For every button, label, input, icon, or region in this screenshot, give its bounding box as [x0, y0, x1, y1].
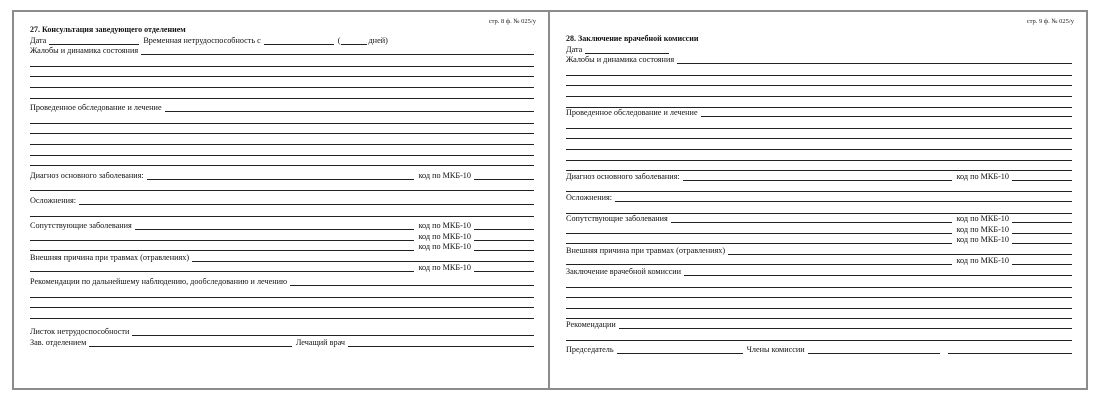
- recommendations-field[interactable]: [619, 320, 1072, 329]
- doctor-signature-field[interactable]: [348, 338, 534, 347]
- icd-label: код по МКБ-10: [956, 214, 1009, 224]
- complaints-line[interactable]: [30, 67, 534, 78]
- comorbid-field[interactable]: [566, 235, 952, 244]
- icd-field[interactable]: [1012, 225, 1072, 234]
- chair-signature-field[interactable]: [617, 345, 743, 354]
- commission-signatures-row: [566, 345, 1072, 356]
- comorbid-row: [30, 242, 534, 253]
- diagnosis-row: [566, 171, 1072, 182]
- member-signature-field[interactable]: [948, 345, 1072, 354]
- icd-label: код по МКБ-10: [956, 171, 1009, 181]
- recommendations-field[interactable]: [290, 277, 534, 286]
- conclusion-label: Заключение врачебной комиссии: [566, 267, 681, 277]
- comorbid-label: Сопутствующие заболевания: [566, 214, 668, 224]
- comorbid-label: Сопутствующие заболевания: [30, 221, 132, 231]
- diagnosis-line[interactable]: [30, 181, 534, 192]
- complaints-line[interactable]: [566, 76, 1072, 87]
- doctor-label: Лечащий врач: [295, 338, 345, 348]
- comorbid-field[interactable]: [566, 225, 952, 234]
- icd-label: код по МКБ-10: [418, 263, 471, 273]
- complaints-field[interactable]: [677, 55, 1072, 64]
- comorbid-field[interactable]: [135, 221, 415, 230]
- comorbid-row: [566, 235, 1072, 246]
- external-cause-label: Внешняя причина при травмах (отравлениях): [566, 245, 726, 255]
- conclusion-row: [566, 266, 1072, 277]
- icd-label: код по МКБ-10: [418, 170, 471, 180]
- complications-row: [30, 195, 534, 206]
- recommendations-label: Рекомендации по дальнейшему наблюдению, дообследованию и лечению: [30, 277, 288, 287]
- complaints-line[interactable]: [566, 97, 1072, 108]
- exam-line[interactable]: [30, 156, 534, 167]
- conclusion-line[interactable]: [566, 277, 1072, 288]
- date-field[interactable]: [585, 45, 669, 54]
- icd-field[interactable]: [474, 263, 534, 272]
- signatures-row: [30, 337, 534, 348]
- comorbid-field[interactable]: [671, 214, 953, 223]
- form-sheet: [12, 10, 1088, 390]
- icd-field[interactable]: [474, 221, 534, 230]
- exam-line[interactable]: [30, 134, 534, 145]
- icd-field[interactable]: [1012, 214, 1072, 223]
- complications-field[interactable]: [79, 196, 534, 205]
- external-cause-field[interactable]: [728, 246, 1072, 255]
- conclusion-line[interactable]: [566, 309, 1072, 320]
- sick-leave-label: Листок нетрудоспособности: [30, 327, 130, 337]
- head-label: Зав. отделением: [30, 338, 87, 348]
- external-cause-field[interactable]: [566, 256, 952, 265]
- complaints-line[interactable]: [566, 86, 1072, 97]
- recommendations-label: Рекомендации: [566, 320, 616, 330]
- icd-label: код по МКБ-10: [956, 235, 1009, 245]
- external-cause-row: [30, 252, 534, 263]
- complaints-label: Жалобы и динамика состояния: [566, 55, 675, 65]
- page-number-left: стр. 8 ф. № 025/у: [488, 18, 536, 25]
- comorbid-field[interactable]: [30, 242, 414, 251]
- complications-label: Осложнения:: [30, 195, 76, 205]
- disability-from-field[interactable]: [264, 36, 334, 45]
- complaints-row: [566, 55, 1072, 66]
- icd-field[interactable]: [1012, 235, 1072, 244]
- external-cause-field[interactable]: [30, 263, 414, 272]
- page-right: [550, 12, 1086, 388]
- members-label: Члены комиссии: [746, 345, 805, 355]
- comorbid-row: [30, 221, 534, 232]
- chair-label: Председатель: [566, 345, 614, 355]
- complications-line[interactable]: [566, 203, 1072, 214]
- complaints-line[interactable]: [566, 65, 1072, 76]
- date-field[interactable]: [49, 36, 139, 45]
- exam-row: [30, 103, 534, 114]
- icd-label: код по МКБ-10: [418, 242, 471, 252]
- icd-label: код по МКБ-10: [956, 224, 1009, 234]
- exam-field[interactable]: [701, 108, 1072, 117]
- page-left: [14, 12, 550, 388]
- head-signature-field[interactable]: [89, 338, 292, 347]
- diagnosis-line[interactable]: [566, 182, 1072, 193]
- icd-field[interactable]: [474, 232, 534, 241]
- diagnosis-row: [30, 170, 534, 181]
- date-label: Дата: [566, 44, 583, 54]
- diagnosis-field[interactable]: [683, 172, 953, 181]
- complications-label: Осложнения:: [566, 192, 612, 202]
- complaints-line[interactable]: [30, 88, 534, 99]
- recommendations-line[interactable]: [30, 298, 534, 309]
- days-field[interactable]: [341, 36, 367, 45]
- date-row: [566, 44, 1072, 55]
- diagnosis-label: Диагноз основного заболевания:: [30, 170, 144, 180]
- exam-line[interactable]: [566, 150, 1072, 161]
- complaints-line[interactable]: [30, 77, 534, 88]
- exam-line[interactable]: [566, 139, 1072, 150]
- recommendations-row: [566, 319, 1072, 330]
- sick-leave-field[interactable]: [132, 327, 534, 336]
- sick-leave-row: [30, 327, 534, 338]
- icd-field[interactable]: [474, 171, 534, 180]
- complications-row: [566, 192, 1072, 203]
- icd-field[interactable]: [1012, 172, 1072, 181]
- comorbid-row: [566, 224, 1072, 235]
- date-row: [30, 35, 534, 46]
- external-cause-label: Внешняя причина при травмах (отравлениях): [30, 252, 190, 262]
- exam-line[interactable]: [30, 145, 534, 156]
- complaints-row: [30, 46, 534, 57]
- date-label: Дата: [30, 35, 47, 45]
- exam-field[interactable]: [165, 103, 534, 112]
- exam-line[interactable]: [30, 113, 534, 124]
- conclusion-line[interactable]: [566, 288, 1072, 299]
- external-cause-row: [30, 263, 534, 274]
- days-label: дней): [368, 35, 388, 45]
- recommendations-line[interactable]: [30, 308, 534, 319]
- exam-label: Проведенное обследование и лечение: [566, 108, 698, 118]
- icd-label: код по МКБ-10: [418, 221, 471, 231]
- page-number-right: стр. 9 ф. № 025/у: [1026, 18, 1074, 25]
- external-cause-field[interactable]: [192, 253, 534, 262]
- recommendations-line[interactable]: [566, 330, 1072, 341]
- recommendations-row: [30, 276, 534, 287]
- external-cause-row: [566, 256, 1072, 267]
- complaints-label: Жалобы и динамика состояния: [30, 46, 139, 56]
- exam-row: [566, 108, 1072, 119]
- exam-line[interactable]: [566, 129, 1072, 140]
- icd-field[interactable]: [474, 242, 534, 251]
- comorbid-row: [30, 231, 534, 242]
- recommendations-line[interactable]: [30, 287, 534, 298]
- exam-line[interactable]: [566, 161, 1072, 172]
- comorbid-field[interactable]: [30, 232, 414, 241]
- section-title-consultation: 27. Консультация заведующего отделением: [30, 25, 186, 34]
- complications-field[interactable]: [615, 193, 1072, 202]
- complications-line[interactable]: [30, 206, 534, 217]
- exam-line[interactable]: [566, 118, 1072, 129]
- disability-label: Временная нетрудоспособность с: [143, 35, 261, 45]
- diagnosis-label: Диагноз основного заболевания:: [566, 171, 680, 181]
- icd-field[interactable]: [1012, 256, 1072, 265]
- conclusion-field[interactable]: [684, 267, 1072, 276]
- conclusion-line[interactable]: [566, 298, 1072, 309]
- paren-open: (: [337, 35, 341, 45]
- member-signature-field[interactable]: [808, 345, 940, 354]
- icd-label: код по МКБ-10: [956, 256, 1009, 266]
- exam-label: Проведенное обследование и лечение: [30, 103, 162, 113]
- diagnosis-field[interactable]: [147, 171, 415, 180]
- external-cause-row: [566, 245, 1072, 256]
- section-title-commission: 28. Заключение врачебной комиссии: [566, 34, 699, 43]
- complaints-line[interactable]: [30, 56, 534, 67]
- exam-line[interactable]: [30, 124, 534, 135]
- comorbid-row: [566, 214, 1072, 225]
- icd-label: код по МКБ-10: [418, 231, 471, 241]
- complaints-field[interactable]: [141, 46, 534, 55]
